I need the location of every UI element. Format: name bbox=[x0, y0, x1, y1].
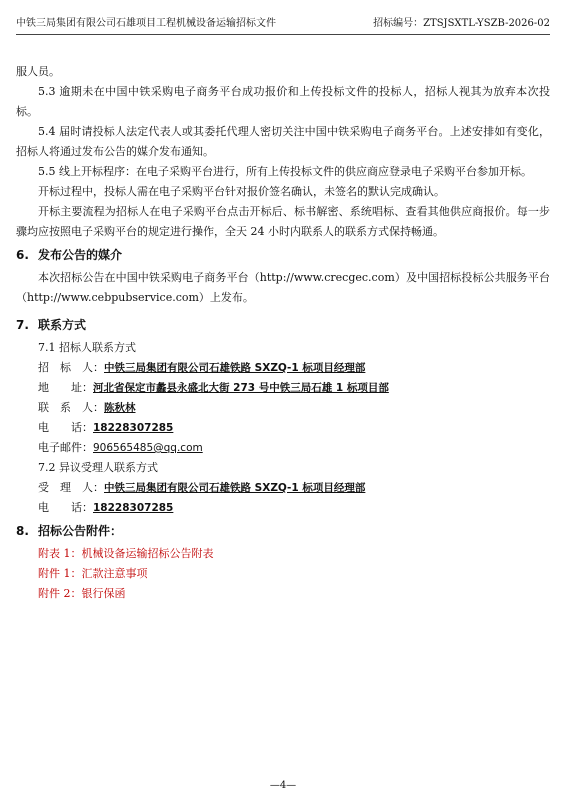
field-label: 联 系 人： bbox=[38, 401, 104, 414]
field-label: 受 理 人： bbox=[38, 481, 104, 494]
tenderer-contact: 陈秋林 bbox=[104, 402, 136, 414]
tenderer-address-row bbox=[16, 378, 550, 398]
document-body bbox=[16, 62, 550, 604]
objection-name-row bbox=[16, 478, 550, 498]
header-tender-number: 招标编号：ZTSJSXTL-YSZB-2026-02 bbox=[373, 18, 550, 29]
field-label: 电 话： bbox=[38, 421, 93, 434]
section-6-body: 本次招标公告在中国中铁采购电子商务平台（http://www.crecgec.com）及中国招标投标公共服务平台 （http://www.cebpubservice.com）上发布。 bbox=[16, 271, 550, 304]
attachment-item: 附件 1：汇款注意事项 bbox=[38, 567, 148, 580]
page-header bbox=[16, 18, 550, 34]
paragraph: 5.5 线上开标程序：在电子采购平台进行，所有上传投标文件的供应商应登录电子采购平台参加开标。 bbox=[38, 165, 532, 178]
attachment-item: 附表 1：机械设备运输招标公告附表 bbox=[38, 547, 214, 560]
objection-phone-row bbox=[16, 498, 550, 518]
tenderer-contact-row bbox=[16, 398, 550, 418]
field-label: 电 话： bbox=[38, 501, 93, 514]
field-label: 招 标 人： bbox=[38, 361, 104, 374]
subsection-7-1: 7.1 招标人联系方式 bbox=[38, 341, 136, 354]
tenderer-address: 河北省保定市蠡县永盛北大街 273 号中铁三局石雄 1 标项目部 bbox=[93, 382, 389, 394]
subsection-7-2: 7.2 异议受理人联系方式 bbox=[38, 461, 158, 474]
section-title: 招标公告附件： bbox=[38, 524, 123, 538]
section-number: 6. bbox=[16, 248, 29, 262]
tenderer-phone: 18228307285 bbox=[93, 422, 174, 434]
tenderer-email-row bbox=[16, 438, 550, 458]
objection-phone: 18228307285 bbox=[93, 502, 174, 514]
field-label: 地 址： bbox=[38, 381, 93, 394]
paragraph: 开标过程中，投标人需在电子采购平台针对报价签名确认，未签名的默认完成确认。 bbox=[38, 185, 445, 198]
tenderer-name: 中铁三局集团有限公司石雄铁路 SXZQ-1 标项目经理部 bbox=[104, 362, 366, 374]
section-6-heading bbox=[16, 242, 550, 268]
tenderer-phone-row bbox=[16, 418, 550, 438]
paragraph: 服人员。 bbox=[16, 65, 60, 78]
header-divider bbox=[16, 34, 550, 35]
objection-handler-name: 中铁三局集团有限公司石雄铁路 SXZQ-1 标项目经理部 bbox=[104, 482, 366, 494]
field-label: 电子邮件： bbox=[38, 441, 93, 454]
paragraph: 5.4 届时请投标人法定代表人或其委托代理人密切关注中国中铁采购电子商务平台。上述安排如有变化，招标人将通过发布公告的媒介发布通知。 bbox=[16, 125, 550, 158]
header-doc-title: 中铁三局集团有限公司石雄项目工程机械设备运输招标文件 bbox=[16, 18, 276, 29]
section-title: 联系方式 bbox=[38, 318, 87, 332]
section-7-heading bbox=[16, 312, 550, 338]
paragraph: 5.3 逾期未在中国中铁采购电子商务平台成功报价和上传投标文件的投标人，招标人视其为放弃本次投标。 bbox=[16, 85, 550, 118]
section-number: 7. bbox=[16, 318, 29, 332]
section-title: 发布公告的媒介 bbox=[38, 248, 123, 262]
page-number: —4— bbox=[269, 780, 297, 791]
tenderer-name-row bbox=[16, 358, 550, 378]
tenderer-email-link[interactable]: 906565485@qq.com bbox=[93, 442, 203, 454]
section-number: 8. bbox=[16, 524, 29, 538]
attachment-item: 附件 2：银行保函 bbox=[38, 587, 126, 600]
paragraph: 开标主要流程为招标人在电子采购平台点击开标后、标书解密、系统唱标、查看其他供应商报价。每一步骤均应按照电子采购平台的规定进行操作，全天 24 小时内联系人的联系方式保持畅通。 bbox=[16, 205, 550, 238]
section-8-heading bbox=[16, 518, 550, 544]
